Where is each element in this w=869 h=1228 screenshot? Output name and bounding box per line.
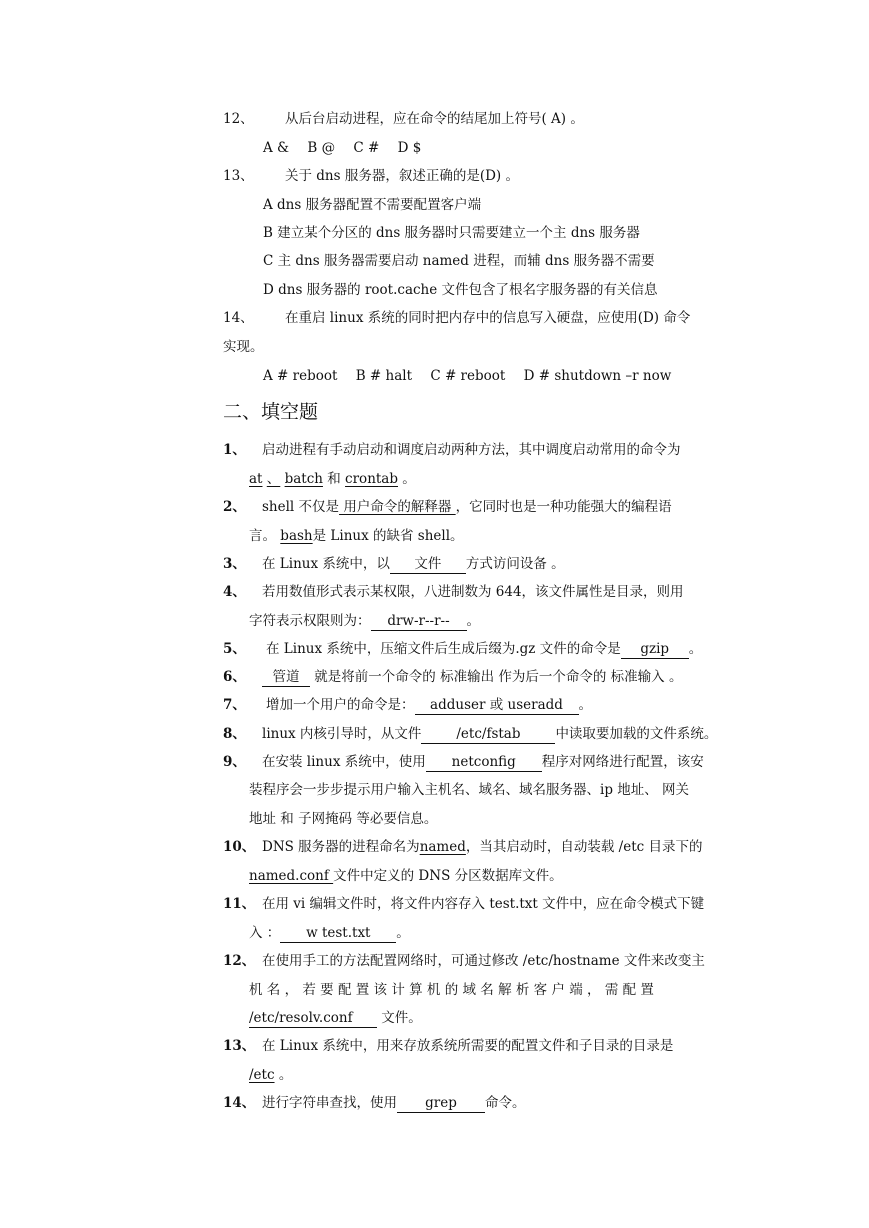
option-b: B 建立某个分区的 dns 服务器时只需要建立一个主 dns 服务器 [263, 225, 640, 241]
question-number: 11、 [223, 896, 256, 912]
separator: 和 [327, 471, 341, 487]
question-number: 3、 [223, 556, 246, 572]
text: ，它同时也是一种功能强大的编程语 [455, 499, 672, 515]
fill-question-14-text [262, 1093, 526, 1113]
text: 进行字符串查找，使用 [262, 1095, 397, 1111]
question-number: 5、 [223, 641, 246, 657]
question-number: 7、 [223, 697, 246, 713]
question-number: 6、 [223, 669, 246, 685]
question-number: 4、 [223, 584, 246, 600]
section-title: 二、填空题 [223, 401, 319, 423]
fill-question-11-text-cont [249, 923, 410, 943]
text: 入 ： [249, 925, 281, 941]
question-number: 12、 [223, 111, 254, 127]
answer-blank: /etc/fstab [421, 725, 555, 744]
answer-blank: /etc/resolv.conf [249, 1009, 377, 1028]
question-number: 13、 [223, 168, 254, 184]
fill-question-12-line-3 [249, 1008, 422, 1028]
answer-blank: at [249, 471, 263, 487]
option-a: A & [263, 140, 290, 156]
text: 程序对网络进行配置，该安 [541, 754, 704, 770]
question-number: 8、 [223, 726, 246, 742]
option-d: D $ [397, 140, 422, 156]
answer-blank: adduser 或 useradd [415, 696, 579, 715]
mc-question-13-text: 关于 dns 服务器，叙述正确的是(D) 。 [285, 168, 519, 184]
question-number: 10、 [223, 839, 256, 855]
text: 中读取要加载的文件系统。 [555, 726, 718, 742]
fill-question-8-text [262, 724, 717, 744]
fill-question-4-text: 若用数值形式表示某权限，八进制数为 644，该文件属性是目录，则用 [262, 584, 684, 600]
mc-question-12-text: 从后台启动进程，应在命令的结尾加上符号( A) 。 [285, 111, 584, 127]
answer-blank: grep [397, 1094, 485, 1113]
fill-question-1-answers [249, 469, 416, 489]
text: 字符表示权限则为： [249, 613, 371, 629]
mc-question-14-text: 在重启 linux 系统的同时把内存中的信息写入硬盘，应使用(D) 命令 [285, 310, 691, 326]
fill-question-2-text [262, 497, 672, 517]
answer-blank: crontab [345, 471, 398, 487]
fill-question-11-text: 在用 vi 编辑文件时，将文件内容存入 test.txt 文件中，应在命令模式下键 [262, 896, 705, 912]
mc-question-14-options [263, 366, 685, 386]
mc-question-14-text-cont: 实现。 [223, 339, 264, 355]
answer-blank: w test.txt [280, 924, 396, 943]
answer-blank: /etc [249, 1067, 275, 1083]
option-a: A dns 服务器配置不需要配置客户端 [263, 197, 482, 213]
punctuation: 。 [578, 697, 592, 713]
fill-question-13-text: 在 Linux 系统中，用来存放系统所需要的配置文件和子目录的目录是 [262, 1038, 674, 1054]
punctuation: 。 [278, 1067, 293, 1083]
text: 在 Linux 系统中，压缩文件后生成后缀为.gz 文件的命令是 [266, 641, 621, 657]
fill-question-9-line-2: 装程序会一步步提示用户输入主机名、域名、域名服务器、ip 地址、 网关 [249, 782, 690, 798]
text: ，当其启动时，自动装载 /etc 目录下的 [465, 839, 703, 855]
fill-question-7-text [266, 695, 592, 715]
fill-question-5-text [266, 639, 702, 659]
answer-blank: batch [284, 471, 323, 487]
text: 就是将前一个命令的 标准输出 作为后一个命令的 标准输入 。 [314, 669, 683, 685]
option-c: C 主 dns 服务器需要启动 named 进程，而辅 dns 服务器不需要 [263, 253, 655, 269]
punctuation: 。 [402, 471, 416, 487]
fill-question-9-line-3: 地址 和 子网掩码 等必要信息。 [249, 811, 438, 827]
answer-blank: 文件 [390, 555, 466, 574]
question-number: 14、 [223, 310, 254, 326]
answer-blank: bash [280, 528, 313, 544]
text: shell 不仅是 [262, 499, 340, 515]
answer-blank: gzip [621, 640, 689, 659]
punctuation: 。 [466, 613, 480, 629]
fill-question-6-text [262, 667, 682, 687]
question-number: 9、 [223, 754, 246, 770]
fill-question-1-text: 启动进程有手动启动和调度启动两种方法，其中调度启动常用的命令为 [262, 442, 681, 458]
text: 在安装 linux 系统中，使用 [262, 754, 426, 770]
fill-question-10-text-cont [249, 866, 563, 886]
separator: 、 [266, 471, 281, 487]
fill-question-12-text: 在使用手工的方法配置网络时，可通过修改 /etc/hostname 文件来改变主 [262, 953, 705, 969]
fill-question-10-text [262, 837, 702, 857]
fill-question-12-line-2: 机 名 ， 若 要 配 置 该 计 算 机 的 域 名 解 析 客 户 端 ， 需 配 置 [249, 982, 654, 998]
answer-blank: 管道 [262, 668, 310, 687]
punctuation: 。 [396, 925, 410, 941]
text: 言。 [249, 528, 276, 544]
text: 方式访问设备 。 [465, 556, 565, 572]
text: 文件中定义的 DNS 分区数据库文件。 [333, 868, 563, 884]
option-d: D dns 服务器的 root.cache 文件包含了根名字服务器的有关信息 [263, 282, 658, 298]
answer-blank: netconfig [426, 753, 542, 772]
text: 命令。 [485, 1095, 526, 1111]
question-number: 12、 [223, 953, 256, 969]
text: linux 内核引导时，从文件 [262, 726, 422, 742]
answer-blank: named.conf [249, 868, 334, 884]
text: DNS 服务器的进程命名为 [262, 839, 420, 855]
answer-blank: drw-r--r-- [371, 612, 467, 631]
option-a: A # reboot [263, 368, 338, 384]
fill-question-2-text-cont [249, 526, 464, 546]
fill-question-13-text-cont [249, 1065, 292, 1085]
mc-question-12 [223, 109, 254, 129]
text: 是 Linux 的缺省 shell。 [312, 528, 464, 544]
punctuation: 。 [688, 641, 703, 657]
option-c: C # reboot [430, 368, 506, 384]
mc-question-12-options [263, 138, 435, 158]
fill-question-4-text-cont [249, 611, 480, 631]
option-c: C # [353, 140, 380, 156]
text: 在 Linux 系统中，以 [262, 556, 390, 572]
text: 增加一个用户的命令是： [266, 697, 415, 713]
fill-question-9-text [262, 752, 704, 772]
question-number: 2、 [223, 499, 246, 515]
answer-blank: 用户命令的解释器 [339, 499, 456, 515]
question-number: 1、 [223, 442, 246, 458]
option-d: D # shutdown –r now [523, 368, 672, 384]
text: 文件。 [381, 1010, 422, 1026]
question-number: 14、 [223, 1095, 256, 1111]
answer-blank: named [419, 839, 466, 855]
fill-question-3-text [262, 554, 565, 574]
option-b: B @ [307, 140, 336, 156]
question-number: 13、 [223, 1038, 256, 1054]
option-b: B # halt [355, 368, 413, 384]
